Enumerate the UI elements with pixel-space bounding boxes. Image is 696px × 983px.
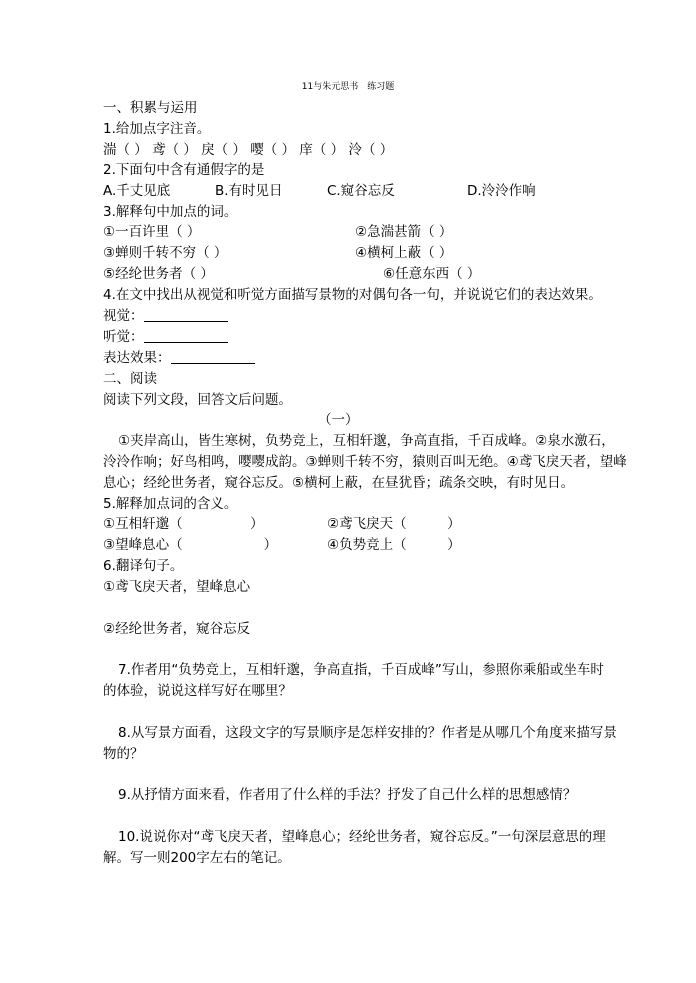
q3-item-6: ⑥任意东西（ ） [383, 266, 481, 282]
q3-item-1: ①一百许里（ ） [103, 224, 201, 240]
q5-item-4: ④负势竞上（ ） [327, 537, 461, 553]
q4-prompt: 4.在文中找出从视觉和听觉方面描写景物的对偶句各一句，并说说它们的表达效果。 [103, 287, 602, 303]
q1-prompt: 1.给加点字注音。 [103, 121, 211, 137]
q1-item-3: 戾（ ） [201, 142, 246, 158]
q4-effect-blank[interactable] [171, 349, 255, 364]
q3-prompt: 3.解释句中加点的词。 [103, 204, 238, 220]
q2-option-a: A.千丈见底 [103, 183, 171, 199]
q4-visual-label: 视觉： [103, 308, 144, 324]
passage-line-3: 息心；经纶世务者，窥谷忘反。⑤横柯上蔽，在昼犹昏；疏条交映，有时见日。 [103, 475, 575, 491]
passage-number: （一） [318, 412, 359, 428]
q4-auditory-label: 听觉： [103, 329, 144, 345]
q10-line-1: 10.说说你对“鸢飞戾天者，望峰息心；经纶世务者，窥谷忘反。”一句深层意思的理 [118, 829, 606, 845]
q4-visual-blank[interactable] [144, 307, 228, 322]
q3-item-4: ④横柯上蔽（ ） [355, 245, 453, 261]
passage-line-2: 泠泠作响；好鸟相鸣，嘤嘤成韵。③蝉则千转不穷，猿则百叫无绝。④鸢飞戾天者，望峰 [103, 454, 627, 470]
passage-line-1: ①夹岸高山，皆生寒树，负势竞上，互相轩邈，争高直指，千百成峰。②泉水激石， [118, 433, 615, 449]
q8-line-1: 8.从写景方面看，这段文字的写景顺序是怎样安排的？作者是从哪几个角度来描写景 [118, 725, 617, 741]
q8-line-2: 物的？ [103, 746, 144, 762]
q6-item-2: ②经纶世务者，窥谷忘反 [103, 621, 251, 637]
page-title: 11与朱元思书 练习题 [301, 82, 395, 92]
q5-item-3: ③望峰息心（ ） [103, 537, 278, 553]
q3-item-2: ②急湍甚箭（ ） [355, 224, 453, 240]
q5-prompt: 5.解释加点词的含义。 [103, 496, 238, 512]
q4-auditory-blank[interactable] [144, 328, 228, 343]
q1-item-1: 湍（ ） [103, 142, 148, 158]
q9-text: 9.从抒情方面来看，作者用了什么样的手法？抒发了自己什么样的思想感情？ [118, 787, 577, 803]
q7-line-1: 7.作者用“负势竞上，互相轩邈，争高直指，千百成峰”写山，参照你乘船或坐车时 [118, 662, 604, 678]
q4-effect-line [103, 348, 255, 368]
q1-item-2: 鸢（ ） [152, 142, 197, 158]
q3-item-3: ③蝉则千转不穷（ ） [103, 245, 228, 261]
q2-option-b: B.有时见日 [215, 183, 283, 199]
q2-option-c: C.窥谷忘反 [327, 183, 395, 199]
q5-item-2: ②鸢飞戾天（ ） [327, 516, 461, 532]
q4-auditory-line [103, 327, 228, 347]
q4-visual-line [103, 306, 228, 326]
q6-prompt: 6.翻译句子。 [103, 558, 184, 574]
q6-item-1: ①鸢飞戾天者，望峰息心 [103, 579, 251, 595]
q2-option-d: D.泠泠作响 [467, 183, 536, 199]
q1-item-4: 嘤（ ） [250, 142, 296, 158]
q1-items [103, 140, 393, 160]
q4-effect-label: 表达效果： [103, 350, 171, 366]
section-heading-2: 二、阅读 [103, 371, 157, 387]
section-heading-1: 一、积累与运用 [103, 100, 198, 116]
q1-item-6: 泠（ ） [348, 142, 394, 158]
q1-item-5: 庠（ ） [299, 142, 345, 158]
q2-prompt: 2.下面句中含有通假字的是 [103, 162, 265, 178]
q7-line-2: 的体验，说说这样写好在哪里？ [103, 683, 292, 699]
q10-line-2: 解。写一则200字左右的笔记。 [103, 850, 291, 866]
q5-item-1: ①互相轩邈（ ） [103, 516, 264, 532]
q3-item-5: ⑤经纶世务者（ ） [103, 266, 214, 282]
reading-instruction: 阅读下列文段，回答文后问题。 [103, 392, 292, 408]
